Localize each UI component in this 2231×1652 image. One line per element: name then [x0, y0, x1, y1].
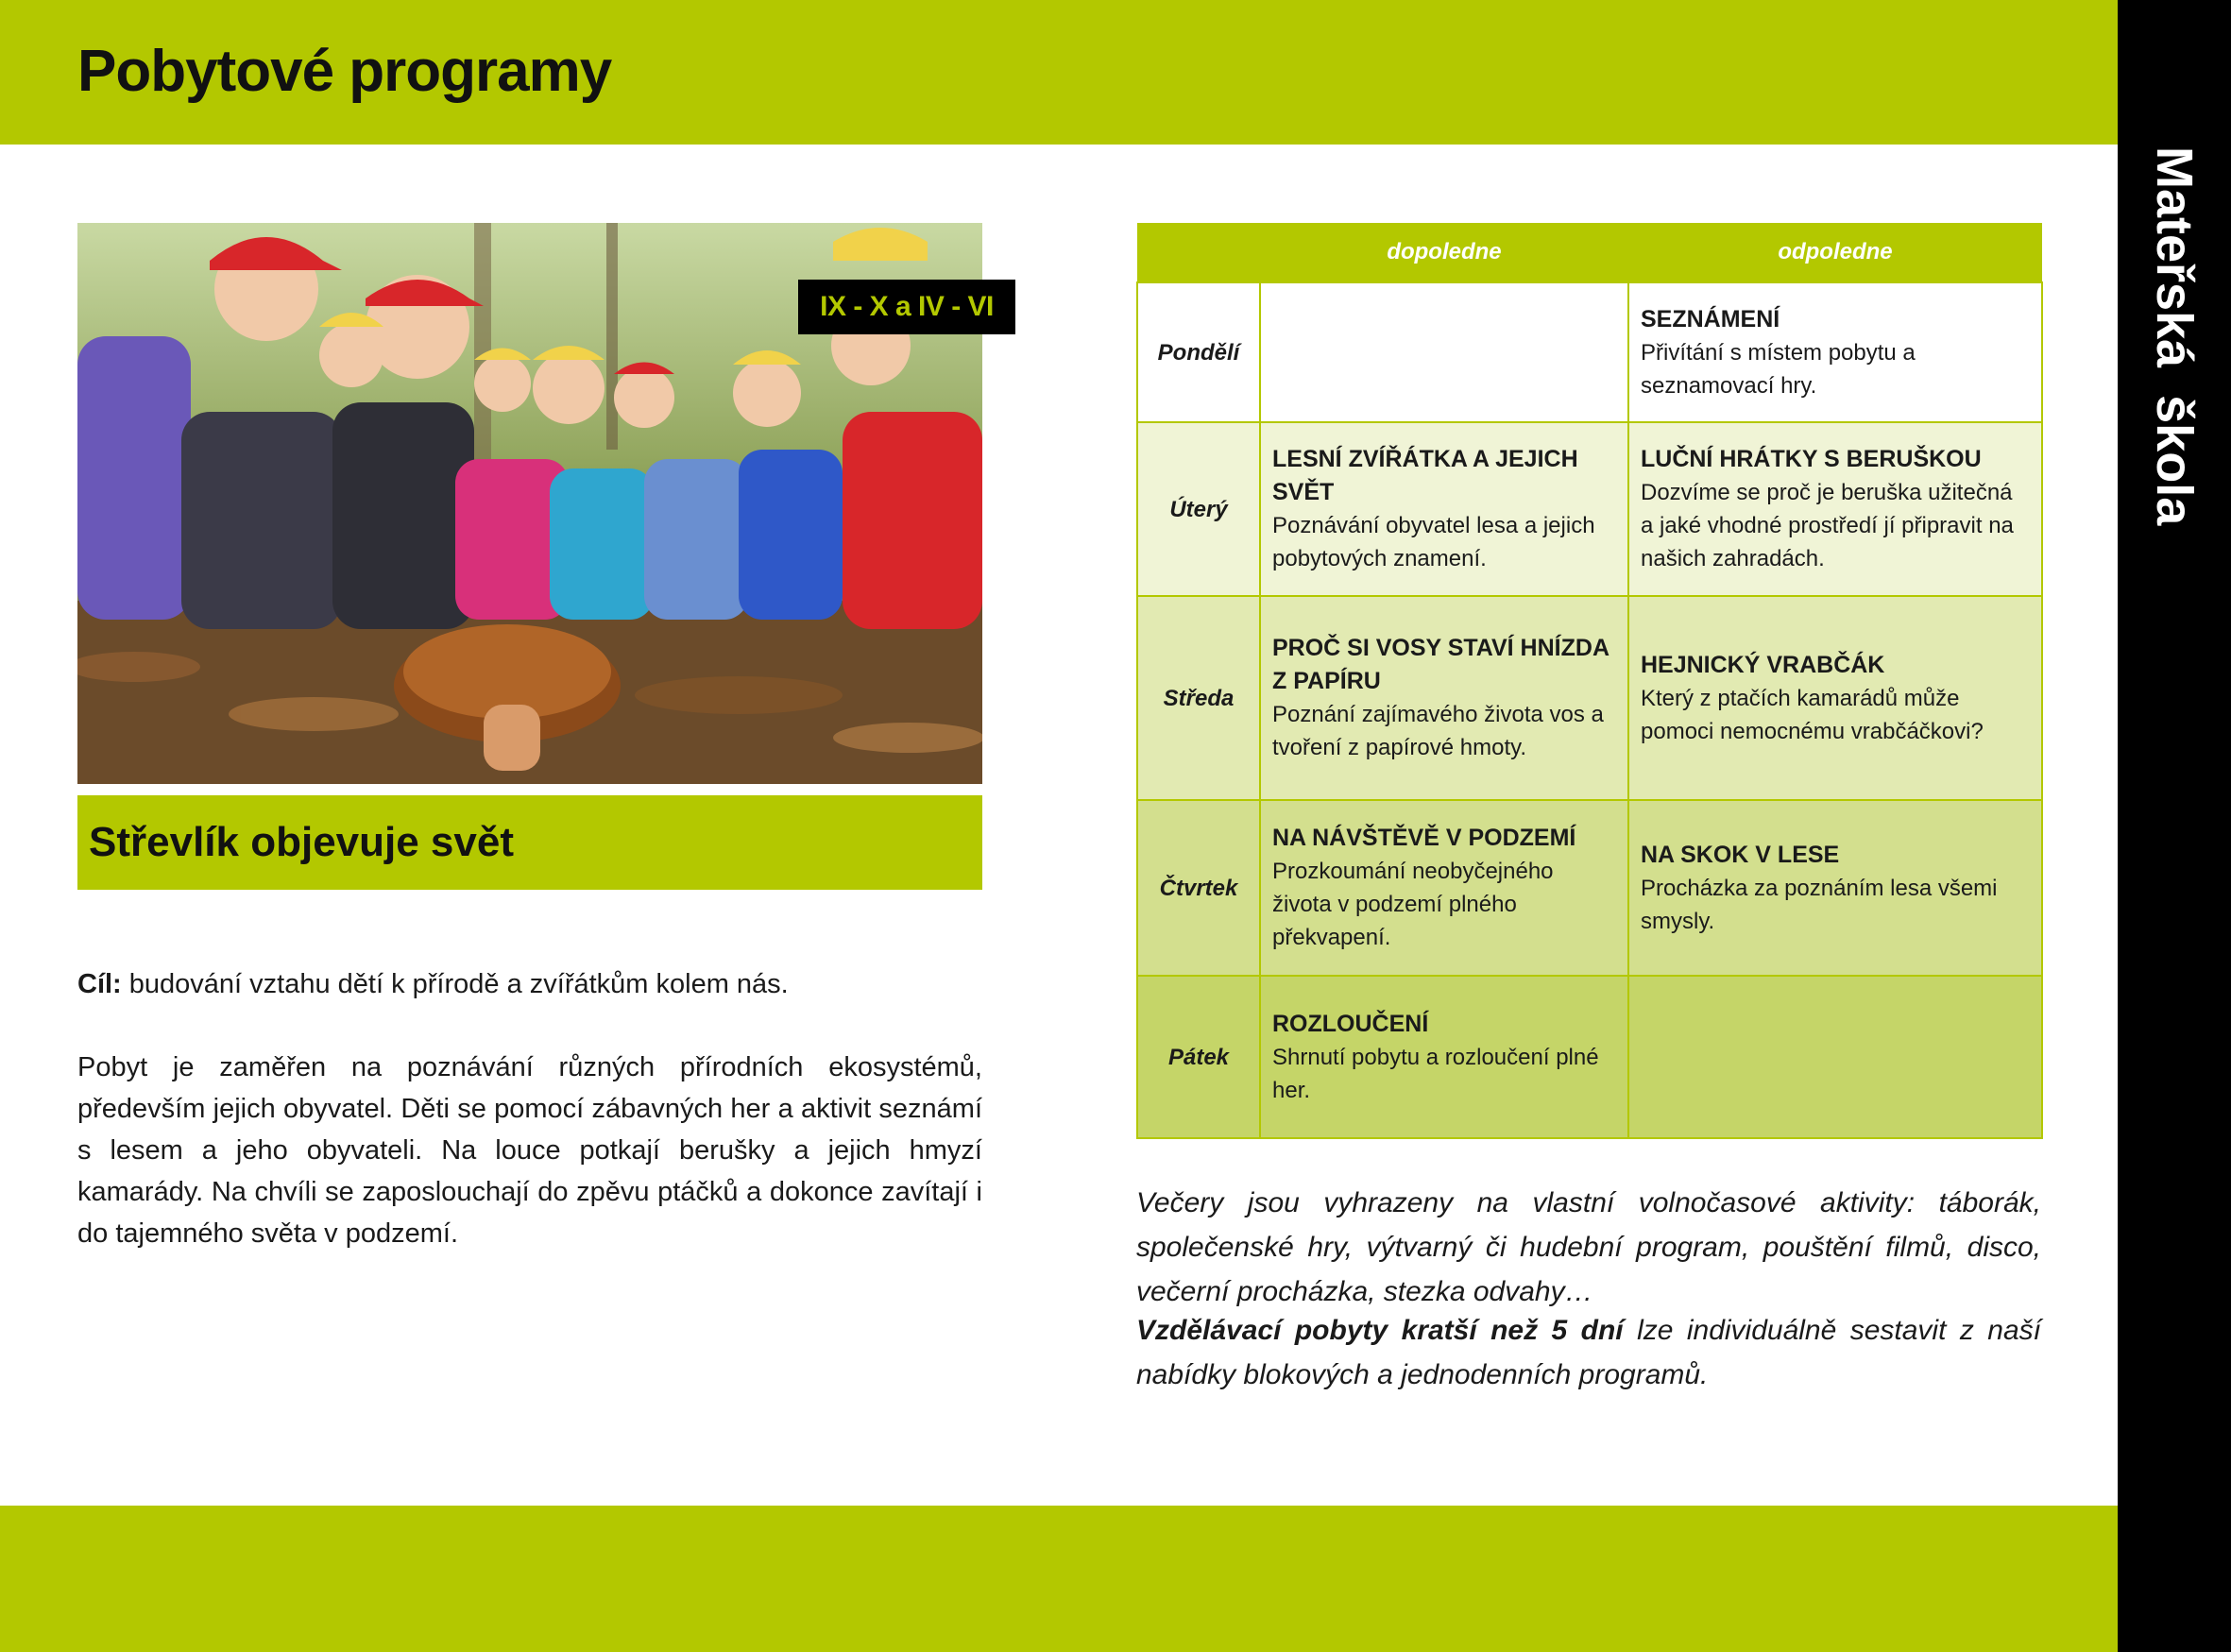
activity-text: Procházka za poznáním lesa všemi smysly.	[1641, 875, 1998, 934]
evening-note: Večery jsou vyhrazeny na vlastní volnočasové aktivity: táborák, společenské hry, výtvarný či hudební program, pouštění filmů, disco, večerní procházka, stezka odvahy…	[1136, 1187, 2041, 1307]
activity-text: Poznávání obyvatel lesa a jejich pobytových znamení.	[1272, 513, 1595, 571]
activity-title: SEZNÁMENÍ	[1641, 305, 1780, 332]
short-stay-text: lze individuálně sestavit z naší nabídky blokových a jednodenních programů.	[1136, 1315, 2041, 1390]
activity-text: Shrnutí pobytu a rozloučení plné her.	[1272, 1044, 1599, 1103]
schedule-row	[1137, 282, 2042, 422]
footer-band	[0, 1506, 2118, 1652]
activity-title: NA NÁVŠTĚVĚ V PODZEMÍ	[1272, 825, 1576, 851]
short-stay-bold: Vzdělávací pobyty kratší než 5 dní	[1136, 1315, 1624, 1346]
side-section-label: Mateřská škola	[2146, 146, 2203, 526]
schedule-row	[1137, 800, 2042, 976]
schedule-cell-afternoon	[1628, 422, 2042, 596]
schedule-header-row	[1137, 223, 2042, 282]
activity-title: NA SKOK V LESE	[1641, 841, 1840, 868]
schedule-row	[1137, 596, 2042, 800]
schedule-day: Pátek	[1137, 976, 1260, 1138]
schedule-cell-morning	[1260, 596, 1628, 800]
activity-title: ROZLOUČENÍ	[1272, 1010, 1429, 1037]
goal-text: budování vztahu dětí k přírodě a zvířátkům kolem nás.	[121, 969, 789, 999]
schedule-cell-afternoon	[1628, 596, 2042, 800]
weekly-schedule-table	[1136, 223, 2043, 1139]
schedule-row	[1137, 976, 2042, 1138]
schedule-header-morning: dopoledne	[1260, 223, 1628, 282]
schedule-cell-afternoon	[1628, 976, 2042, 1138]
schedule-cell-afternoon	[1628, 282, 2042, 422]
schedule-day: Úterý	[1137, 422, 1260, 596]
schedule-day: Středa	[1137, 596, 1260, 800]
schedule-header-afternoon: odpoledne	[1628, 223, 2042, 282]
schedule-row	[1137, 422, 2042, 596]
activity-text: Dozvíme se proč je beruška užitečná a jaké vhodné prostředí jí připravit na našich zahradách.	[1641, 480, 2014, 571]
schedule-cell-morning	[1260, 422, 1628, 596]
schedule-cell-morning	[1260, 976, 1628, 1138]
schedule-cell-morning	[1260, 282, 1628, 422]
schedule-cell-morning	[1260, 800, 1628, 976]
schedule-cell-afternoon	[1628, 800, 2042, 976]
activity-title: HEJNICKÝ VRABČÁK	[1641, 651, 1885, 678]
program-description: Pobyt je zaměřen na poznávání různých přírodních ekosystémů, především jejich obyvatel. Děti se pomocí zábavných her a aktivit seznámí s lesem a jeho obyvateli. Na louce potkají berušky a jejich hmyzí kamarády. Na chvíli se zaposlouchají do zpěvu ptáčků a dokonce zavítají i do tajemného světa v podzemí.	[77, 1052, 982, 1249]
activity-title: LUČNÍ HRÁTKY S BERUŠKOU	[1641, 446, 1982, 472]
activity-text: Který z ptačích kamarádů může pomoci nemocnému vrabčáčkovi?	[1641, 685, 1984, 744]
activity-title: PROČ SI VOSY STAVÍ HNÍZDA Z PAPÍRU	[1272, 635, 1609, 694]
page-title: Pobytové programy	[77, 39, 612, 104]
activity-text: Prozkoumání neobyčejného života v podzemí plného překvapení.	[1272, 859, 1554, 950]
schedule-day: Pondělí	[1137, 282, 1260, 422]
program-title: Střevlík objevuje svět	[89, 819, 514, 865]
activity-text: Přivítání s místem pobytu a seznamovací hry.	[1641, 339, 1916, 399]
season-badge: IX - X a IV - VI	[798, 280, 1015, 334]
short-stay-note	[1136, 1308, 2041, 1397]
program-goal	[77, 963, 982, 1005]
program-title-bar	[77, 795, 982, 890]
goal-label: Cíl:	[77, 969, 122, 999]
schedule-header-day	[1137, 223, 1260, 282]
schedule-day: Čtvrtek	[1137, 800, 1260, 976]
activity-title: LESNÍ ZVÍŘÁTKA A JEJICH SVĚT	[1272, 446, 1578, 505]
activity-text: Poznání zajímavého života vos a tvoření z papírové hmoty.	[1272, 702, 1604, 760]
